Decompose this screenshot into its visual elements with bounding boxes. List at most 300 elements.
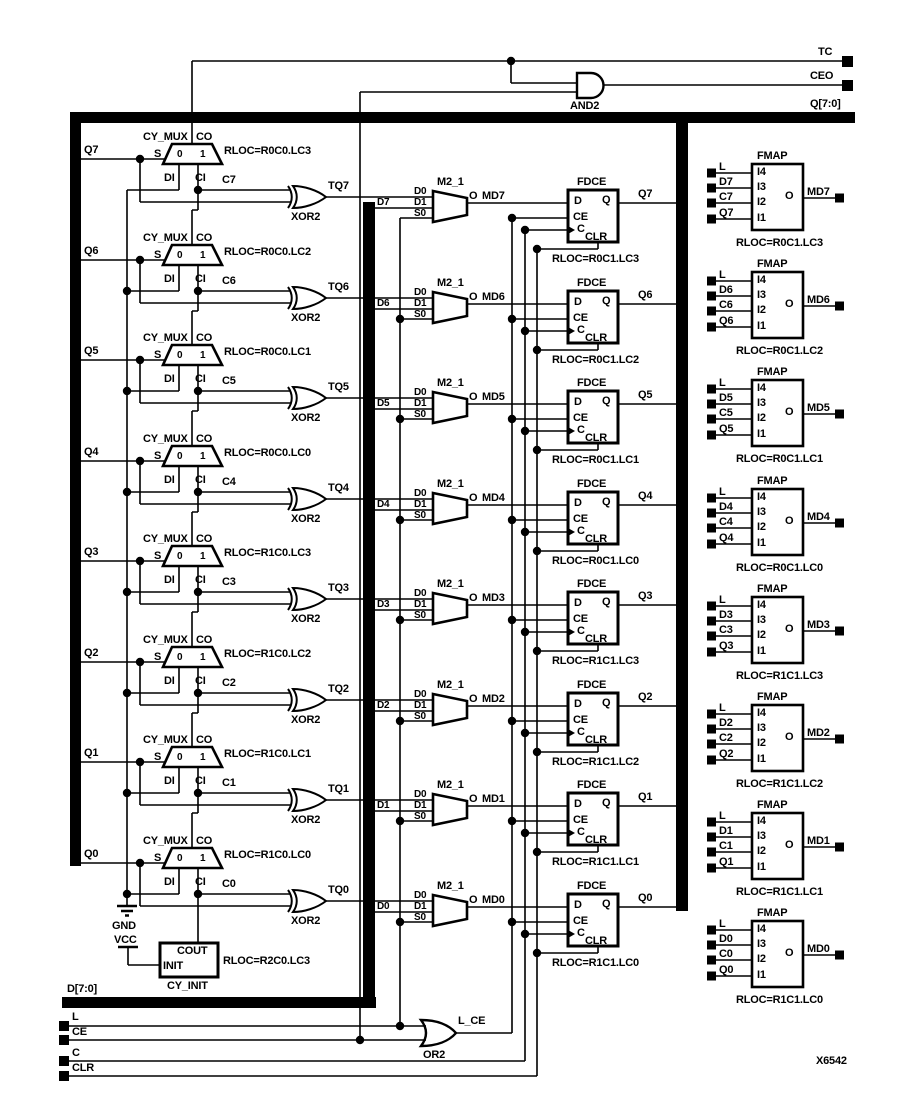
d1-pin-label: D1: [414, 800, 427, 811]
mux-0-label: 0: [177, 149, 183, 160]
and2-label: AND2: [570, 100, 600, 112]
d1-pin-label: D1: [414, 498, 427, 510]
d-pin-label: D: [574, 597, 582, 609]
ce-pin-label: CE: [573, 613, 588, 625]
mux-0-label: 0: [177, 852, 183, 864]
tq-net-label: TQ0: [328, 883, 349, 896]
fmap-in-terminal: [707, 493, 716, 502]
md-net-label: MD1: [482, 793, 505, 805]
cy-mux-label: CY_MUX: [143, 533, 188, 545]
d-net-label: D5: [377, 398, 390, 409]
s-pin-label: S: [154, 751, 162, 763]
c-pin-label: C: [577, 625, 585, 637]
fmap-out-net-label: MD7: [807, 186, 830, 198]
ce-terminal: [59, 1035, 69, 1045]
m2-1-label: M2_1: [437, 779, 464, 791]
mux-0-label: 0: [177, 249, 183, 261]
fmap-c-net-label: C0: [719, 948, 733, 961]
cy-mux-label: CY_MUX: [143, 432, 188, 445]
d0-pin-label: D0: [414, 889, 427, 901]
tq-net-label: TQ5: [328, 381, 349, 393]
cy-init-cout-label: COUT: [177, 945, 208, 957]
tq-net-label: TQ3: [328, 582, 349, 594]
fmap-q-net-label: Q4: [719, 531, 734, 544]
ce-pin-label: CE: [573, 412, 588, 424]
di-pin-label: DI: [164, 574, 175, 586]
gnd-label: GND: [112, 920, 136, 932]
q-out-net-label: Q0: [638, 891, 653, 904]
d-net-label: D6: [377, 297, 390, 309]
q-out-net-label: Q5: [638, 389, 653, 401]
s-pin-label: S: [154, 148, 162, 160]
o-pin-label: O: [785, 514, 794, 527]
fdce-rloc-label: RLOC=R0C1.LC3: [552, 253, 639, 265]
m2-1-label: M2_1: [437, 377, 464, 389]
xor2-label: XOR2: [291, 211, 321, 223]
fmap-rloc-label: RLOC=R0C1.LC1: [736, 453, 823, 466]
co-pin-label: CO: [196, 734, 213, 746]
q-net-label: Q6: [84, 244, 99, 257]
fmap-in-terminal: [707, 616, 716, 625]
fmap-in-terminal: [707, 307, 716, 316]
xor2-label: XOR2: [291, 814, 321, 826]
vcc-label: VCC: [114, 934, 137, 946]
fdce-label: FDCE: [577, 879, 607, 892]
cy-rloc-label: RLOC=R1C0.LC2: [224, 647, 311, 660]
di-pin-label: DI: [164, 373, 175, 385]
i1-pin-label: I1: [757, 753, 766, 765]
c-net-label: C4: [222, 475, 236, 488]
fmap-c-net-label: C3: [719, 623, 733, 636]
fmap-in-terminal: [707, 199, 716, 208]
q-pin-label: Q: [602, 897, 611, 910]
s0-pin-label: S0: [414, 308, 426, 320]
fmap-in-terminal: [707, 215, 716, 224]
co-pin-label: CO: [196, 533, 213, 545]
cy-init-init-label: INIT: [163, 960, 183, 972]
fmap-in-terminal: [707, 400, 716, 409]
fdce-rloc-label: RLOC=R1C1.LC3: [552, 655, 639, 667]
ce-pin-label: CE: [573, 814, 588, 826]
q-pin-label: Q: [602, 495, 611, 508]
fmap-in-terminal: [707, 508, 716, 517]
junction-dot: [396, 1022, 404, 1030]
d-net-label: D0: [377, 900, 390, 912]
fmap-l-net-label: L: [719, 485, 726, 498]
fmap-rloc-label: RLOC=R0C1.LC2: [736, 345, 823, 358]
d-pin-label: D: [574, 195, 582, 207]
fmap-out-terminal: [835, 518, 844, 527]
o-pin-label: O: [785, 839, 794, 852]
m2-1-label: M2_1: [437, 879, 464, 892]
fmap-label: FMAP: [757, 474, 788, 487]
tc-label: TC: [818, 46, 833, 58]
di-pin-label: DI: [164, 775, 175, 787]
fdce-rloc-label: RLOC=R1C1.LC2: [552, 755, 639, 768]
xor2-label: XOR2: [291, 914, 321, 927]
xor2-label: XOR2: [291, 412, 321, 424]
q-pin-label: Q: [602, 395, 611, 407]
fdce-label: FDCE: [577, 779, 607, 791]
o-pin-label: O: [785, 731, 794, 743]
q-net-label: Q2: [84, 646, 99, 659]
fmap-rloc-label: RLOC=R1C1.LC3: [736, 669, 823, 682]
q-out-net-label: Q3: [638, 590, 653, 602]
fdce-label: FDCE: [577, 678, 607, 691]
fmap-row: [0, 150, 902, 256]
o-pin-label: O: [469, 893, 478, 906]
i2-pin-label: I2: [757, 520, 766, 533]
fmap-q-net-label: Q6: [719, 315, 734, 328]
d0-pin-label: D0: [414, 688, 427, 700]
or2-label: OR2: [423, 1049, 446, 1061]
i2-pin-label: I2: [757, 304, 766, 317]
i1-pin-label: I1: [757, 644, 766, 657]
s0-pin-label: S0: [414, 509, 426, 521]
mux-1-label: 1: [200, 249, 206, 261]
fmap-label: FMAP: [757, 799, 788, 812]
ceo-label: CEO: [810, 70, 834, 82]
fmap-label: FMAP: [757, 150, 788, 162]
clr-pin-label: CLR: [585, 934, 608, 947]
fdce-label: FDCE: [577, 578, 607, 590]
figure-id: X6542: [816, 1055, 847, 1067]
cy-rloc-label: RLOC=R1C0.LC0: [224, 848, 311, 861]
mux-1-label: 1: [200, 149, 206, 160]
s-pin-label: S: [154, 550, 162, 562]
i4-pin-label: I4: [757, 166, 766, 178]
l-input-label: L: [72, 1011, 79, 1023]
md-net-label: MD2: [482, 692, 505, 705]
fmap-l-net-label: L: [719, 593, 726, 606]
d-bus-label: D[7:0]: [67, 983, 97, 995]
fmap-label: FMAP: [757, 366, 788, 379]
fmap-in-terminal: [707, 941, 716, 950]
s0-pin-label: S0: [414, 710, 426, 722]
ci-pin-label: CI: [195, 272, 206, 285]
clr-pin-label: CLR: [585, 733, 608, 746]
c-input-label: C: [72, 1047, 80, 1059]
fmap-out-net-label: MD1: [807, 835, 830, 848]
ci-pin-label: CI: [195, 373, 206, 385]
mux-0-label: 0: [177, 350, 183, 361]
o-pin-label: O: [469, 391, 478, 403]
d-pin-label: D: [574, 396, 582, 408]
i2-pin-label: I2: [757, 845, 766, 858]
fmap-in-terminal: [707, 539, 716, 548]
d0-pin-label: D0: [414, 186, 427, 197]
mux-0-label: 0: [177, 450, 183, 462]
junction-dot: [356, 1036, 364, 1044]
fdce-label: FDCE: [577, 276, 607, 289]
ce-pin-label: CE: [573, 211, 588, 223]
fmap-in-terminal: [707, 833, 716, 842]
fmap-c-net-label: C7: [719, 191, 733, 203]
fmap-out-terminal: [835, 843, 844, 852]
fmap-row: [0, 799, 902, 905]
i1-pin-label: I1: [757, 536, 766, 549]
c-pin-label: C: [577, 826, 585, 838]
fmap-d-net-label: D4: [719, 500, 733, 513]
l-terminal: [59, 1021, 69, 1031]
o-pin-label: O: [469, 793, 478, 805]
fmap-in-terminal: [707, 292, 716, 301]
mux-1-label: 1: [200, 551, 206, 562]
cy-rloc-label: RLOC=R1C0.LC3: [224, 547, 311, 559]
fmap-d-net-label: D7: [719, 176, 733, 188]
fmap-row: [0, 907, 902, 1013]
fmap-in-terminal: [707, 740, 716, 749]
d0-pin-label: D0: [414, 387, 427, 398]
clr-terminal: [59, 1071, 69, 1081]
ci-pin-label: CI: [195, 473, 206, 486]
i4-pin-label: I4: [757, 382, 766, 395]
s0-pin-label: S0: [414, 610, 426, 621]
d0-pin-label: D0: [414, 487, 427, 499]
md-net-label: MD6: [482, 290, 505, 303]
fmap-out-net-label: MD5: [807, 402, 830, 415]
fmap-l-net-label: L: [719, 702, 726, 714]
fmap-c-net-label: C1: [719, 840, 733, 853]
d-pin-label: D: [574, 496, 582, 509]
cy-rloc-label: RLOC=R0C0.LC3: [224, 145, 311, 157]
q-out-net-label: Q2: [638, 690, 653, 703]
di-pin-label: DI: [164, 674, 175, 687]
i1-pin-label: I1: [757, 428, 766, 441]
fmap-in-terminal: [707, 385, 716, 394]
clr-pin-label: CLR: [585, 834, 608, 846]
fdce-label: FDCE: [577, 477, 607, 490]
md-net-label: MD7: [482, 190, 505, 202]
tq-net-label: TQ6: [328, 280, 349, 293]
mux-1-label: 1: [200, 450, 206, 462]
i3-pin-label: I3: [757, 830, 766, 843]
fmap-q-net-label: Q2: [719, 748, 734, 760]
s-pin-label: S: [154, 248, 162, 261]
c-terminal: [59, 1056, 69, 1066]
fmap-l-net-label: L: [719, 810, 726, 823]
c-net-label: C0: [222, 877, 236, 890]
q-net-label: Q5: [84, 345, 99, 357]
d-net-label: D2: [377, 699, 390, 711]
i1-pin-label: I1: [757, 861, 766, 874]
cy-mux-label: CY_MUX: [143, 231, 188, 244]
fmap-row: [0, 475, 902, 581]
fdce-label: FDCE: [577, 176, 607, 188]
cy-mux-label: CY_MUX: [143, 633, 188, 646]
s-pin-label: S: [154, 349, 162, 361]
fmap-out-terminal: [835, 410, 844, 419]
o-pin-label: O: [785, 190, 794, 202]
c-pin-label: C: [577, 424, 585, 436]
fmap-l-net-label: L: [719, 161, 726, 173]
tq-net-label: TQ7: [328, 180, 349, 192]
mux-1-label: 1: [200, 350, 206, 361]
co-pin-label: CO: [196, 231, 213, 244]
fmap-c-net-label: C5: [719, 407, 733, 420]
fmap-d-net-label: D3: [719, 608, 733, 621]
q-net-label: Q0: [84, 847, 99, 860]
c-pin-label: C: [577, 926, 585, 939]
o-pin-label: O: [469, 190, 478, 202]
c-net-label: C5: [222, 375, 236, 387]
clr-pin-label: CLR: [585, 231, 608, 243]
i4-pin-label: I4: [757, 598, 766, 611]
c-pin-label: C: [577, 223, 585, 235]
clr-pin-label: CLR: [585, 432, 608, 444]
fmap-c-net-label: C2: [719, 732, 733, 744]
c-net-label: C2: [222, 676, 236, 689]
q-pin-label: Q: [602, 294, 611, 307]
co-pin-label: CO: [196, 633, 213, 646]
d-pin-label: D: [574, 295, 582, 308]
q-net-label: Q7: [84, 144, 99, 156]
fmap-in-terminal: [707, 415, 716, 424]
md-net-label: MD5: [482, 391, 505, 403]
ce-input-label: CE: [72, 1026, 87, 1038]
fmap-in-terminal: [707, 323, 716, 332]
fmap-out-net-label: MD2: [807, 727, 830, 739]
d0-pin-label: D0: [414, 789, 427, 800]
tq-net-label: TQ2: [328, 682, 349, 695]
fmap-q-net-label: Q0: [719, 964, 734, 977]
i3-pin-label: I3: [757, 613, 766, 626]
q-out-net-label: Q7: [638, 188, 653, 200]
cy-mux-label: CY_MUX: [143, 734, 188, 746]
ce-pin-label: CE: [573, 713, 588, 726]
fmap-rloc-label: RLOC=R1C1.LC1: [736, 886, 823, 899]
s-pin-label: S: [154, 449, 162, 462]
q-pin-label: Q: [602, 696, 611, 709]
d-pin-label: D: [574, 898, 582, 911]
fmap-rloc-label: RLOC=R0C1.LC0: [736, 561, 823, 574]
d0-pin-label: D0: [414, 588, 427, 599]
fmap-c-net-label: C6: [719, 299, 733, 312]
d0-pin-label: D0: [414, 286, 427, 298]
d1-pin-label: D1: [414, 297, 427, 309]
s0-pin-label: S0: [414, 409, 426, 420]
fmap-label: FMAP: [757, 691, 788, 703]
ci-pin-label: CI: [195, 574, 206, 586]
cy-mux-label: CY_MUX: [143, 131, 188, 143]
and2-gate: [577, 73, 604, 98]
fmap-q-net-label: Q3: [719, 639, 734, 652]
q-net-label: Q3: [84, 546, 99, 558]
d1-pin-label: D1: [414, 398, 427, 409]
mux-0-label: 0: [177, 651, 183, 663]
s0-pin-label: S0: [414, 208, 426, 219]
fmap-c-net-label: C4: [719, 515, 733, 528]
fmap-label: FMAP: [757, 258, 788, 271]
q-net-label: Q4: [84, 445, 99, 458]
fmap-d-net-label: D5: [719, 392, 733, 405]
c-net-label: C1: [222, 777, 236, 789]
o-pin-label: O: [785, 406, 794, 419]
fmap-in-terminal: [707, 431, 716, 440]
fdce-rloc-label: RLOC=R0C1.LC2: [552, 353, 639, 366]
fmap-out-terminal: [835, 194, 844, 203]
di-pin-label: DI: [164, 875, 175, 888]
tq-net-label: TQ4: [328, 481, 349, 494]
fdce-label: FDCE: [577, 377, 607, 389]
i4-pin-label: I4: [757, 490, 766, 503]
i3-pin-label: I3: [757, 397, 766, 410]
fmap-d-net-label: D1: [719, 825, 733, 838]
i2-pin-label: I2: [757, 412, 766, 425]
lce-net-label: L_CE: [458, 1015, 486, 1027]
i4-pin-label: I4: [757, 815, 766, 828]
cy-mux-label: CY_MUX: [143, 332, 188, 344]
m2-1-label: M2_1: [437, 176, 464, 188]
i3-pin-label: I3: [757, 938, 766, 951]
fmap-out-net-label: MD0: [807, 943, 830, 956]
q-bus-label: Q[7:0]: [810, 98, 841, 110]
o-pin-label: O: [785, 298, 794, 311]
co-pin-label: CO: [196, 432, 213, 445]
o-pin-label: O: [785, 622, 794, 635]
fdce-rloc-label: RLOC=R1C1.LC1: [552, 856, 639, 868]
fmap-q-net-label: Q5: [719, 423, 734, 436]
junction-dot: [507, 57, 515, 65]
md-net-label: MD0: [482, 893, 505, 906]
md-net-label: MD4: [482, 491, 505, 504]
o-pin-label: O: [469, 692, 478, 705]
di-pin-label: DI: [164, 272, 175, 285]
fmap-l-net-label: L: [719, 269, 726, 282]
o-pin-label: O: [785, 947, 794, 960]
fmap-in-terminal: [707, 956, 716, 965]
mux-1-label: 1: [200, 852, 206, 864]
c-net-label: C6: [222, 274, 236, 287]
i1-pin-label: I1: [757, 212, 766, 224]
m2-1-label: M2_1: [437, 276, 464, 289]
i2-pin-label: I2: [757, 737, 766, 749]
s-pin-label: S: [154, 851, 162, 864]
xor2-label: XOR2: [291, 713, 321, 726]
q-pin-label: Q: [602, 797, 611, 809]
fmap-row: [0, 583, 902, 689]
d1-pin-label: D1: [414, 599, 427, 610]
ci-pin-label: CI: [195, 775, 206, 787]
fmap-d-net-label: D0: [719, 933, 733, 946]
fmap-out-terminal: [835, 951, 844, 960]
cy-mux-label: CY_MUX: [143, 834, 188, 847]
fmap-label: FMAP: [757, 907, 788, 920]
cy-init-label: CY_INIT: [167, 980, 208, 992]
fmap-out-net-label: MD4: [807, 510, 830, 523]
fmap-in-terminal: [707, 710, 716, 719]
c-pin-label: C: [577, 323, 585, 336]
m2-1-label: M2_1: [437, 578, 464, 590]
q-pin-label: Q: [602, 596, 611, 608]
i3-pin-label: I3: [757, 181, 766, 193]
q-pin-label: Q: [602, 194, 611, 206]
c-net-label: C3: [222, 576, 236, 588]
cy-rloc-label: RLOC=R0C0.LC0: [224, 446, 311, 459]
o-pin-label: O: [469, 290, 478, 303]
fmap-in-terminal: [707, 601, 716, 610]
fmap-rloc-label: RLOC=R1C1.LC2: [736, 778, 823, 790]
fmap-in-terminal: [707, 523, 716, 532]
or2-gate: [421, 1020, 456, 1046]
clr-input-label: CLR: [72, 1062, 95, 1074]
d-pin-label: D: [574, 798, 582, 810]
d-net-label: D4: [377, 498, 390, 510]
tc-to-and2-wire: [511, 61, 577, 83]
fmap-in-terminal: [707, 184, 716, 193]
fmap-in-terminal: [707, 818, 716, 827]
i2-pin-label: I2: [757, 628, 766, 641]
